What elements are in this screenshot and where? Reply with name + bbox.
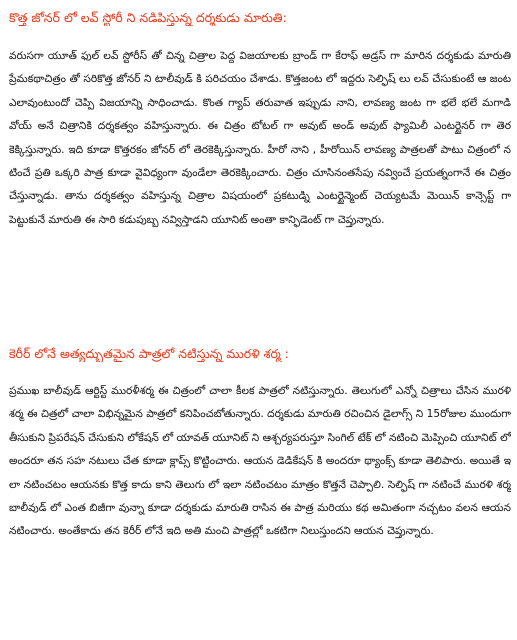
section-heading-murali-sharma: కెరీర్ లోనే అత్యద్భుతమైన పాత్రలో నటిస్తున్న మురళి శర్మ : [9, 346, 289, 361]
section-body-murali-sharma: ప్రముఖ బాలీవుడ్ ఆర్టిస్ట్ మురళీశర్మ ఈ చిత్రంలో చాలా కీలక పాత్రలో నటిస్తున్నారు. తెలుగులో ఎన్నో చిత్రాలు చేసిన మురళి శర్మ ఈ చిత్రలో చాలా విభిన్నమైన పాత్రలో కనిపించబోతున్నారు. దర్శకుడు మారుతి రచించిన డైలాగ్స్ ని 15రోజుల ముందుగా తీసుకుని ప్రిపరేషన్ చేసుకుని లోకేషన్ లో యావత్ యూనిట్ ని ఆశ్చర్యపరుస్తూ సింగిల్ టేక్ లో నటించి మెప్పించి యూనిట్ లో అందరూ తన సహ నటులు చేత కూడా క్లాప్స్ కొట్టించారు. ఆయన డెడికేషన్ కి అందరూ థ్యాంక్స్ కూడా తెలిపారు. అయితే ఇలా నటించటం ఆయనకు కొత్త కాదు కాని తెలుగు లో ఇలా నటించటం మాత్రం కొత్తనే చెప్పాలి. సెల్ఫిష్ గా నటించే మురళి శర్మ బాలీవుడ్ లో ఎంత బిజీగా వున్నా కూడా దర్శకుడు మారుతి రాసిన ఈ పాత్ర మరియు కథ అమితంగా నచ్చటం వలన ఆయన నటించారు. అంతేకాదు తన కెరీర్ లోనే ఇది అతి మంచి పాత్రల్లో ఒకటిగా నిలుస్తుందని ఆయన చెప్తున్నారు. [9, 385, 511, 538]
section-body-maruthi: వరుసగా యూత్ ఫుల్ లవ్ స్టోరీస్ తో చిన్న చిత్రాల పెద్ద విజయాలకు బ్రాండ్ గా కేరాఫ్ అడ్రస్ గా మారిన దర్శకుడు మారుతి ప్రేమకథాచిత్రం తో సరికొత్త జోనర్ ని టాలీవుడ్ కి పరిచయం చేశాడు. కొత్తజంట లో ఇద్దరు సెల్ఫిష్ లు లవ్ చేసుకుంటే ఆ జంట ఎలావుంటుందో చెప్పి విజయాన్ని సాధించాడు. కొంత గ్యాప్ తరువాత ఇప్పుడు నాని, లావణ్య జంట గా భలే భలే మగాడి వోయ్ అనే చిత్రానికి దర్శకత్వం వహిస్తున్నారు. ఈ చిత్రం టోటల్ గా అవుట్ అండ్ అవుట్ ఫ్యామిలీ ఎంటర్టైనర్ గా తెరకెక్కిస్తున్నారు. ఇది కూడా కొత్తరకం జోనర్ లో తెరకెక్కిస్తున్నారు. హీరో నాని , హీరోయిన్ లావణ్య పాత్రలతో పాటు చిత్రంలో నటించే ప్రతి ఒక్కరి పాత్ర కూడా వైవిధ్యంగా వుండేలా తెరకెక్కించారు. చిత్రం చూసినంతసేపు నవ్వించే ప్రయత్నంగానే ఈ చిత్రం చేస్తున్నాడు. తాను దర్శకత్వం వహిస్తున్న చిత్రాల విషయంలో ప్రకటుడ్ని ఎంటర్టైన్మెంట్ చెయ్యటమే మెయిన్ కాన్సెప్ట్ గా పెట్టుకునే మారుతి ఈ సారి కడుపుబ్బ నవ్విస్తాడని యూనిట్ అంతా కాన్ఫిడెంట్ గా చెప్తున్నారు. [9, 50, 511, 226]
section-heading-maruthi: కొత్త జోనర్ లో లవ్ స్టోరీ ని నడిపిస్తున్న దర్శకుడు మారుతి: [9, 10, 287, 25]
